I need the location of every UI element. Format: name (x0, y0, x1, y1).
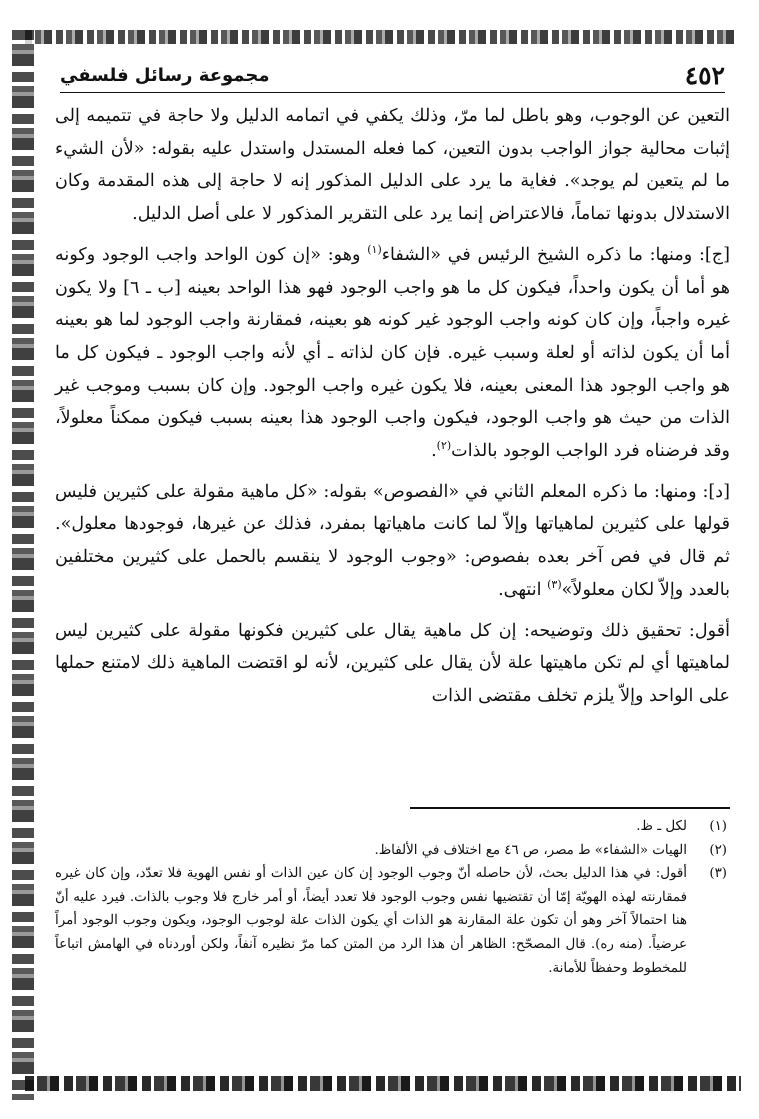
running-title: مجموعة رسائل فلسفي (60, 64, 270, 86)
footnote-2 (55, 839, 727, 863)
footnote-ref: (٣) (547, 577, 562, 591)
scan-edge-bottom (25, 1076, 741, 1091)
footnotes (55, 815, 727, 980)
footnote-number: (٣) (709, 866, 727, 882)
page-header (60, 58, 725, 93)
footnote-divider (410, 807, 730, 809)
scan-edge-left (12, 30, 34, 1100)
footnote-text: الهيات «الشفاء» ط مصر، ص ٤٦ مع اختلاف في الألفاظ. (374, 842, 687, 858)
footnote-ref: (٢) (436, 439, 452, 453)
paragraph-3: [د]: ومنها: ما ذكره المعلم الثاني في «الفصوص» بقوله: «كل ماهية مقولة على كثيرين فليس قولها على كثيرين لماهياتها وإلاّ لما كانت ماهياتها بمفرد، فذلك عن غيرها، فوجودها معلول». ثم قال في فص آخر بعده بفصوص: «وجوب الوجود لا ينقسم بالحمل على كثيرين مختلفين بالعدد وإلاّ لكان معلولاً»$^{(٣)}$ انتهى. (55, 481, 730, 600)
footnote-1 (55, 815, 727, 839)
footnote-number: (١) (709, 819, 727, 834)
paragraph-2: [ج]: ومنها: ما ذكره الشيخ الرئيس في «الشفاء$^{(١)}$ وهو: «إن كون الواحد واجب الوجود وكونه هو أما أن يكون واحداً، فيكون كل ما هو واجب الوجود فهو هذا الواحد بعينه [ب ـ ٦] ولا يكون غيره واجباً، وإن كان كونه واجب الوجود غير كونه هو بعينه، فمقارنة واجب الوجود لما هو بعينه أما أن يكون لذاته أو لعلة وسبب غيره. فإن كان لذاته ـ أي لأنه واجب الوجود ـ فيكون كل ما هو واجب الوجود هذا المعنى بعينه، فلا يكون غيره واجب الوجود. وإن كان بسبب وموجب غير الذات من حيث هو واجب الوجود، فيكون واجب الوجود هذا بعينه بسبب فيكون ممكناً معلولاً، وقد فرضناه فرد الواجب الوجود بالذات$^{(٢)}$. (55, 242, 730, 462)
footnote-3 (55, 862, 727, 980)
paragraph-1: التعين عن الوجوب، وهو باطل لما مرّ، وذلك يكفي في اتمامه الدليل ولا حاجة في تتميمه إلى إثبات محالية جواز الواجب بدون التعين، كما فعله المستدل واستدل عليه بقوله: «لأن الشيء ما لم يتعين لم يوجد». فغاية ما يرد على الدليل المذكور إنه لا حاجة إلى هذه المقدمة وكان الاستدلال بدونها تماماً، فالاعتراض إنما يرد على التقرير المذكور لا على أصل الدليل. (55, 106, 730, 225)
footnote-text: لكل ـ ظ. (636, 819, 687, 834)
body-text (55, 100, 730, 721)
scan-edge-top (25, 30, 737, 44)
page-number: ٤٥٢ (684, 60, 725, 90)
paragraph-4: أقول: تحقيق ذلك وتوضيحه: إن كل ماهية يقال على كثيرين فكونها مقولة على كثيرين ليس لماهيتها أي لم تكن ماهيتها علة لأن يقال على كثيرين، لأنه لو اقتضت الماهية ذلك لامتنع حملها على الواحد وإلاّ يلزم تخلف مقتضى الذات (55, 620, 730, 706)
footnote-number: (٢) (709, 842, 727, 858)
footnote-ref: (١) (367, 242, 382, 256)
footnote-text: أقول: في هذا الدليل بحث، لأن حاصله أنّ وجوب الوجود إن كان عين الذات أو نفس الهوية فلا تعدّد، وإن كان غيره فمقارنته لهذه الهويّة إمّا أن تقتضيها نفس وجوب الوجود فلا تعدد أيضاً، أو أمر خارج فلا وجوب بالذات. فيرد عليه أنّ هنا احتمالاً آخر وهو أن تكون علة المقارنة هو الذات أي يكون الذات علة لوجوب الوجود، ويكون وجوب الوجود أمراً عرضياً. (منه ره). قال المصحّح: الظاهر أن هذا الرد من المتن كما مرّ نظيره آنفاً، ولكن أوردناه في الهامش اتباعاً للمخطوط وحفظاً للأمانة. (55, 866, 687, 976)
